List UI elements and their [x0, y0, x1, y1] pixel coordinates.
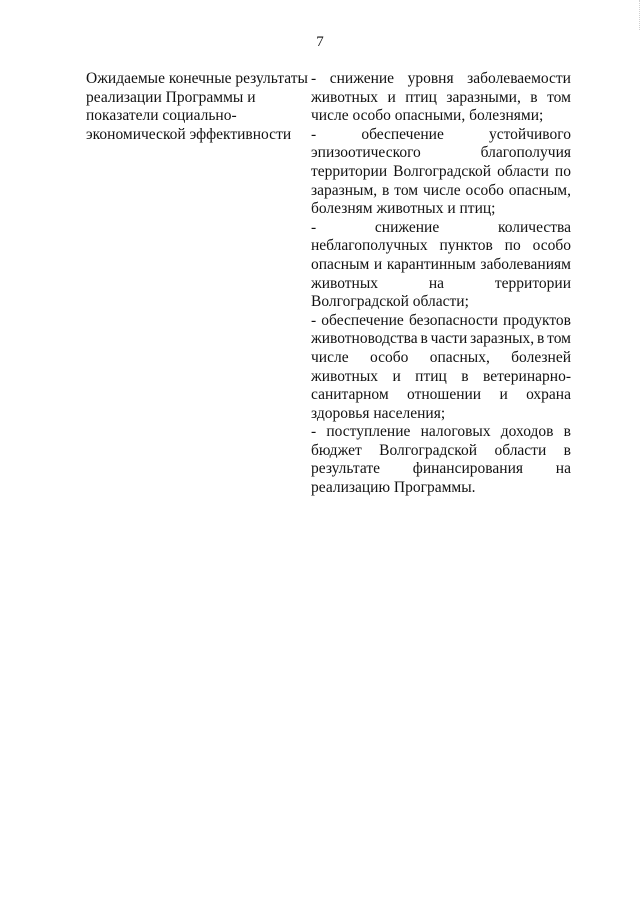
content-word: том [394, 181, 419, 199]
content-line [311, 275, 571, 294]
content-line [311, 312, 571, 331]
content-word: числе [423, 181, 461, 199]
content-word: животных [311, 274, 378, 292]
content-word: на [428, 274, 445, 292]
content-line [311, 442, 571, 461]
content-word: животных [311, 367, 378, 385]
content-word: и [373, 255, 383, 273]
content-word: и [499, 386, 508, 404]
content-word: животноводства [311, 330, 418, 348]
content-line [311, 89, 571, 108]
content-line: числе особо опасными, болезнями; [311, 107, 544, 125]
content-word: налоговых [420, 423, 491, 441]
content-word: заразными, [446, 88, 521, 106]
content-line [311, 237, 571, 256]
content-word: том [547, 88, 571, 106]
row-label-line: реализации Программы и [86, 88, 256, 106]
content-word: отношении [407, 386, 482, 404]
content-word: благополучия [480, 144, 571, 162]
content-word: продуктов [503, 311, 571, 329]
content-word: охрана [526, 386, 571, 404]
content-word: - [311, 70, 317, 87]
content-word: в [382, 181, 390, 199]
content-word: области [494, 441, 547, 459]
content-line: здоровья населения; [311, 404, 446, 422]
content-line: болезням животных и птиц; [311, 200, 496, 218]
content-word: устойчивого [488, 125, 571, 143]
content-word: - [311, 311, 317, 329]
content-word: особо [465, 181, 504, 199]
content-word: в [563, 423, 571, 441]
content-word: области [497, 162, 549, 180]
row-label-line: экономической эффективности [86, 125, 292, 143]
content-word: заразных, [470, 330, 535, 348]
content-word: снижение [374, 218, 440, 236]
content-line [311, 423, 571, 442]
content-word: в [530, 88, 538, 106]
content-word: особо [532, 237, 571, 255]
content-word: животных [311, 88, 378, 106]
content-word: птиц [405, 88, 437, 106]
content-word: по [504, 237, 521, 255]
content-word: части [430, 330, 468, 348]
content-line: реализацию Программы. [311, 479, 476, 497]
content-line [311, 182, 571, 201]
content-word: количества [497, 218, 571, 236]
content-word: доходов [500, 423, 554, 441]
content-word: территории [494, 274, 571, 292]
content-word: поступление [326, 423, 411, 441]
content-word: по [554, 162, 571, 180]
content-line [311, 219, 571, 238]
content-line [311, 256, 571, 275]
content-word: Волгоградской [393, 162, 492, 180]
content-word: в [563, 441, 571, 459]
content-word: и [392, 367, 401, 385]
content-word: бюджет [311, 441, 362, 459]
content-word: заболеваемости [467, 70, 571, 87]
content-line [311, 386, 571, 405]
content-word: опасным, [508, 181, 571, 199]
content-word: в [537, 330, 545, 348]
content-word: пунктов [439, 237, 493, 255]
content-word: - [311, 125, 317, 143]
content-word: неблагополучных [311, 237, 428, 255]
content-word: и [387, 88, 396, 106]
content-word: в [420, 330, 428, 348]
content-line [311, 330, 571, 349]
row-label-cell [86, 70, 308, 144]
content-word: обеспечение [361, 125, 444, 143]
row-label-line: показатели социально- [86, 107, 237, 125]
content-line [311, 460, 571, 479]
content-line: Волгоградской области; [311, 293, 469, 311]
content-line [311, 144, 571, 163]
content-word: особо [369, 348, 409, 366]
content-word: результате [311, 460, 380, 478]
content-word: опасных, [429, 348, 490, 366]
content-line [311, 126, 571, 145]
content-word: уровня [407, 70, 454, 87]
content-word: санитарном [311, 386, 389, 404]
content-word: - [311, 218, 317, 236]
content-word: территории [311, 162, 388, 180]
content-word: Волгоградской [379, 441, 478, 459]
content-word: обеспечение [321, 311, 404, 329]
page-number: 7 [316, 34, 324, 50]
content-word: болезней [511, 348, 571, 366]
content-word: - [311, 423, 317, 441]
content-word: заразным, [311, 181, 378, 199]
content-line [311, 70, 571, 89]
content-word: опасным [311, 255, 370, 273]
content-word: заболеваниям [480, 255, 571, 273]
content-word: ветеринарно- [483, 367, 571, 385]
content-word: снижение [329, 70, 395, 87]
content-line [311, 163, 571, 182]
content-word: карантинным [386, 255, 476, 273]
content-word: том [547, 330, 571, 348]
content-word: финансирования [412, 460, 523, 478]
row-content-cell [311, 70, 571, 498]
content-word: в [461, 367, 469, 385]
content-word: безопасности [408, 311, 498, 329]
content-word: на [555, 460, 571, 478]
content-word: числе [311, 348, 349, 366]
row-label-line: Ожидаемые конечные результаты [86, 70, 308, 87]
content-word: птиц [415, 367, 447, 385]
content-line [311, 349, 571, 368]
content-line [311, 368, 571, 387]
content-word: эпизоотического [311, 144, 421, 162]
